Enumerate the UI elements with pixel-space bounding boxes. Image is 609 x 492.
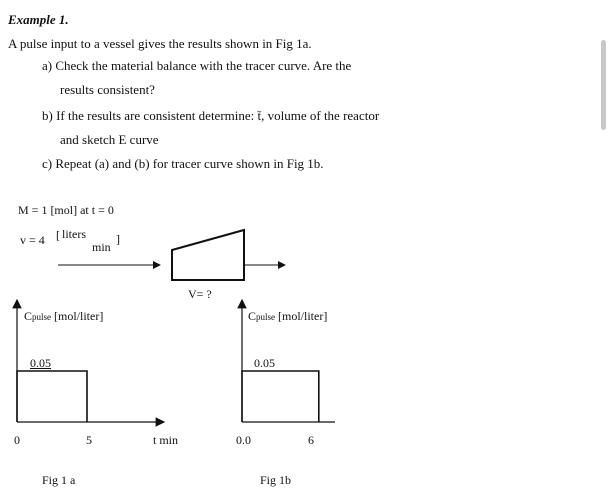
fig1b-caption: Fig 1b: [260, 473, 292, 487]
fig1a-caption: Fig 1 a: [42, 473, 76, 487]
fig1b-x1-label: 6: [308, 433, 314, 447]
item-a-line2: results consistent?: [60, 82, 155, 97]
example-heading: Example 1.: [8, 12, 69, 27]
flow-bracket-close: ]: [116, 232, 120, 246]
fig1a-ylabel: Cpulse [mol/liter]: [24, 309, 104, 323]
fig1b-ylabel: Cpulse [mol/liter]: [248, 309, 328, 323]
flow-numerator: liters: [62, 227, 86, 241]
fig1a-x1-label: 5: [86, 433, 92, 447]
mass-label: M = 1 [mol] at t = 0: [18, 203, 114, 217]
fig1a-level-label: 0.05: [30, 356, 51, 370]
item-c: c) Repeat (a) and (b) for tracer curve shown in Fig 1b.: [42, 156, 324, 171]
fig1b-tracer-curve: [242, 371, 319, 422]
fig1b-x0-label: 0.0: [236, 433, 251, 447]
fig1a-x0-label: 0: [14, 433, 20, 447]
fig1a-tracer-curve: [17, 371, 87, 422]
fig1b-level-label: 0.05: [254, 356, 275, 370]
item-b-line2: and sketch E curve: [60, 132, 159, 147]
flow-prefix: v = 4: [20, 233, 45, 247]
reactor-volume-label: V= ?: [188, 287, 212, 301]
flow-bracket-open: [: [56, 228, 60, 242]
flow-denominator: min: [92, 240, 111, 254]
problem-statement: A pulse input to a vessel gives the results shown in Fig 1a.: [8, 36, 312, 51]
item-a-line1: a) Check the material balance with the tracer curve. Are the: [42, 58, 352, 73]
item-b-line1: b) If the results are consistent determine: t̄, volume of the reactor: [42, 108, 380, 123]
reactor-vessel: [172, 230, 244, 280]
fig1a-xaxis-label: t min: [153, 433, 179, 447]
